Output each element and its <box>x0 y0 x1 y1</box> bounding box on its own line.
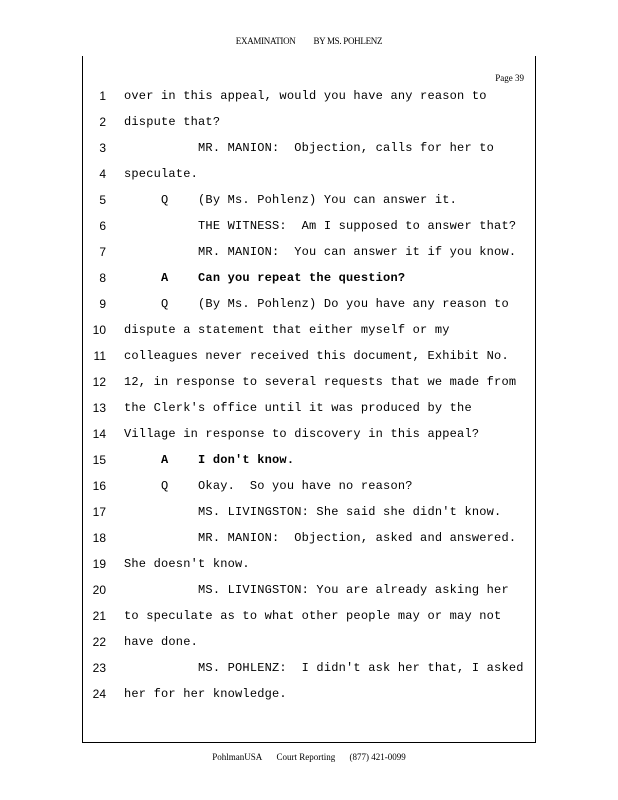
line-number: 23 <box>92 661 106 675</box>
line-number: 4 <box>99 167 106 181</box>
line-number: 22 <box>92 635 106 649</box>
line-number: 10 <box>92 323 106 337</box>
footer-service: Court Reporting <box>276 752 336 762</box>
transcript-line-text: to speculate as to what other people may or may not <box>124 609 502 623</box>
line-number: 20 <box>92 583 106 597</box>
footer-company: PohlmanUSA <box>212 752 263 762</box>
line-number: 3 <box>99 141 106 155</box>
transcript-line-text: colleagues never received this document, Exhibit No. <box>124 349 509 363</box>
transcript-line-text: Q Okay. So you have no reason? <box>124 479 413 493</box>
line-number: 16 <box>92 479 106 493</box>
transcript-line-text: She doesn't know. <box>124 557 250 571</box>
line-number: 8 <box>99 271 106 285</box>
transcript-line-text: have done. <box>124 635 199 649</box>
line-number: 21 <box>92 609 106 623</box>
transcript-line-text: MR. MANION: Objection, calls for her to <box>124 141 495 155</box>
line-number: 9 <box>99 297 106 311</box>
transcript-line-text: MS. POHLENZ: I didn't ask her that, I asked <box>124 661 524 675</box>
transcript-line-text: MR. MANION: Objection, asked and answered. <box>124 531 517 545</box>
transcript-line-text: speculate. <box>124 167 199 181</box>
footer-phone: (877) 421-0099 <box>349 752 406 762</box>
line-number: 19 <box>92 557 106 571</box>
line-number: 17 <box>92 505 106 519</box>
transcript-line-text: Q (By Ms. Pohlenz) Do you have any reason to <box>124 297 509 311</box>
page-header <box>0 36 618 46</box>
transcript-line-text: dispute a statement that either myself or my <box>124 323 450 337</box>
line-number: 14 <box>92 427 106 441</box>
transcript-line-text: A Can you repeat the question? <box>124 271 406 285</box>
transcript-line-text: the Clerk's office until it was produced by the <box>124 401 472 415</box>
header-section: EXAMINATION <box>235 36 296 46</box>
transcript-line-text: MR. MANION: You can answer it if you know. <box>124 245 517 259</box>
line-number: 12 <box>92 375 106 389</box>
transcript-line-text: MS. LIVINGSTON: She said she didn't know. <box>124 505 502 519</box>
page-number: Page 39 <box>495 73 524 83</box>
line-number: 18 <box>92 531 106 545</box>
transcript-line-text: THE WITNESS: Am I supposed to answer that? <box>124 219 517 233</box>
transcript-line-text: her for her knowledge. <box>124 687 287 701</box>
line-number: 7 <box>99 245 106 259</box>
line-number: 24 <box>92 687 106 701</box>
line-number: 1 <box>99 89 106 103</box>
transcript-line-text: Q (By Ms. Pohlenz) You can answer it. <box>124 193 458 207</box>
transcript-line-text: over in this appeal, would you have any reason to <box>124 89 487 103</box>
line-number: 15 <box>92 453 106 467</box>
transcript-line-text: Village in response to discovery in this appeal? <box>124 427 480 441</box>
line-number: 11 <box>93 349 106 363</box>
line-number: 5 <box>99 193 106 207</box>
transcript-line-text: 12, in response to several requests that we made from <box>124 375 517 389</box>
transcript-line-text: dispute that? <box>124 115 221 129</box>
line-number: 13 <box>92 401 106 415</box>
line-number: 2 <box>99 115 106 129</box>
page-footer <box>0 752 618 762</box>
transcript-line-text: A I don't know. <box>124 453 295 467</box>
header-examiner: BY MS. POHLENZ <box>313 36 383 46</box>
line-number: 6 <box>99 219 106 233</box>
transcript-line-text: MS. LIVINGSTON: You are already asking her <box>124 583 509 597</box>
